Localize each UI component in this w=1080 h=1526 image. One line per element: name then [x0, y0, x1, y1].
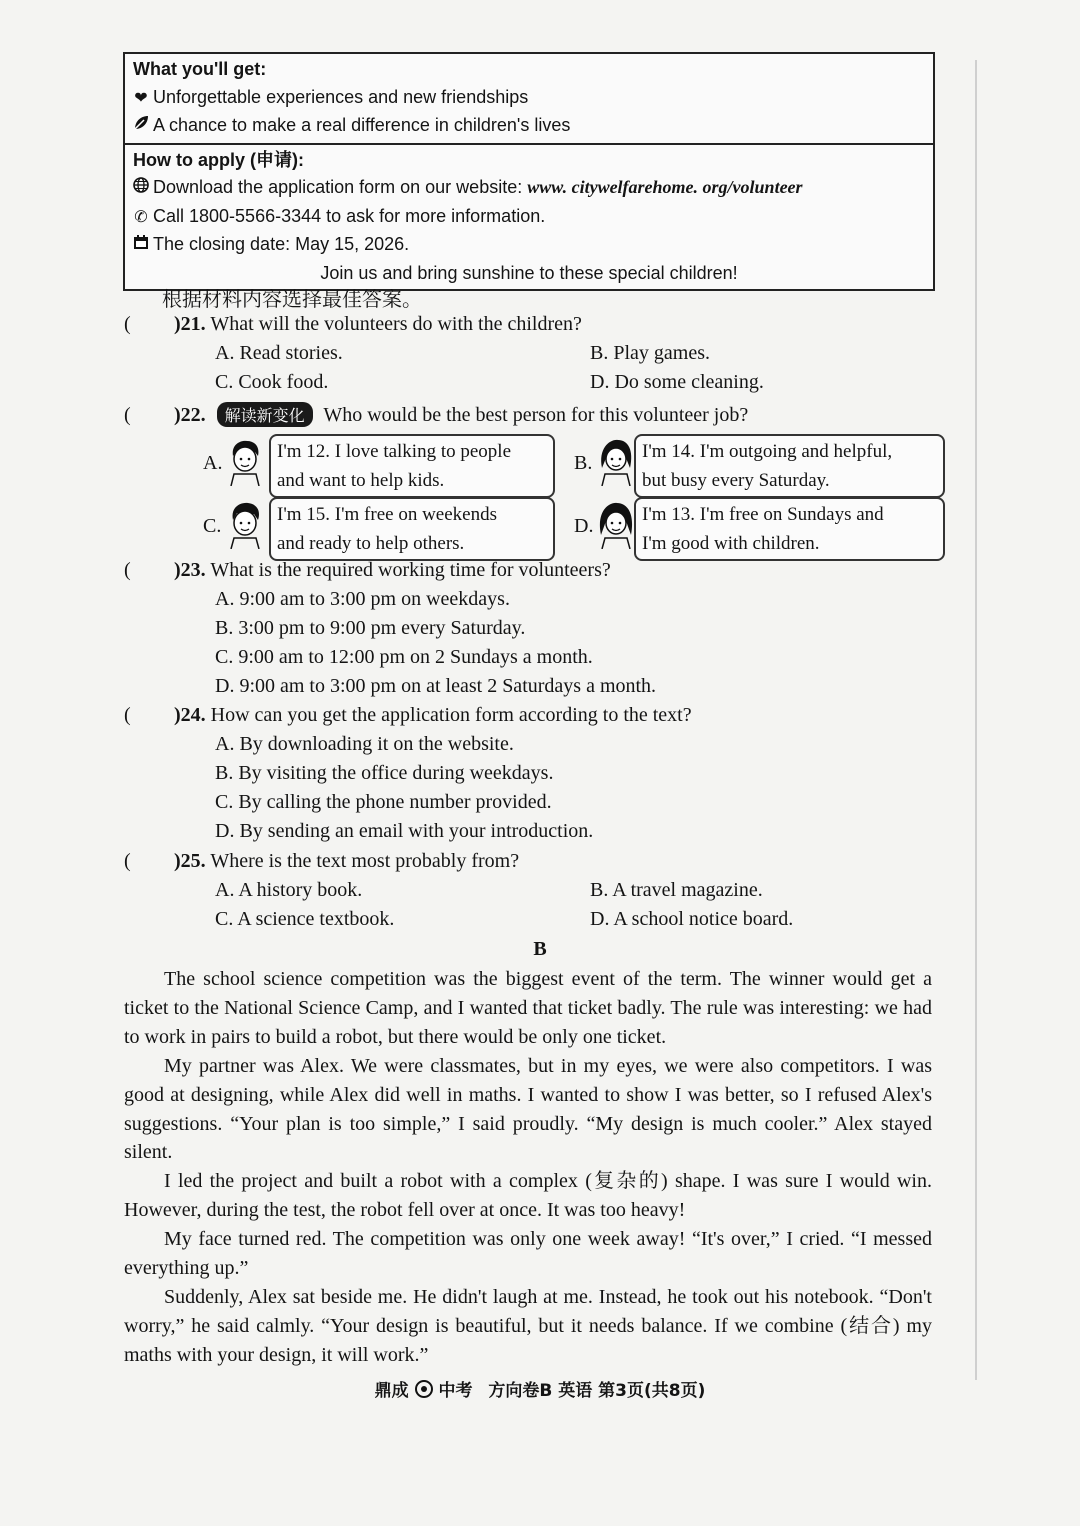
notice-slogan: Join us and bring sunshine to these special children! — [320, 262, 738, 283]
boy-avatar-icon — [225, 501, 265, 549]
passage-paragraph: My face turned red. The competition was only one week away! “It's over,” I cried. “I messed everything up.” — [124, 1228, 932, 1280]
boy-avatar-icon — [225, 438, 265, 486]
get-item: A chance to make a real difference in children's lives — [133, 112, 925, 141]
option-23b[interactable]: B. 3:00 pm to 9:00 pm every Saturday. — [215, 617, 526, 639]
speech-bubble: I'm 12. I love talking to people and want to help kids. — [269, 434, 555, 498]
option-21a[interactable]: A. Read stories. — [215, 342, 343, 364]
option-23a[interactable]: A. 9:00 am to 3:00 pm on weekdays. — [215, 588, 510, 610]
calendar-icon — [133, 232, 149, 260]
what-you-get-section — [125, 54, 933, 143]
option-25b[interactable]: B. A travel magazine. — [590, 879, 763, 901]
girl-avatar-icon — [596, 501, 636, 549]
question-stem: Where is the text most probably from? — [210, 850, 520, 872]
option-25d[interactable]: D. A school notice board. — [590, 908, 794, 930]
apply-download: Download the application form on our website: www. citywelfarehome. org/volunteer — [133, 174, 925, 203]
passage-paragraph: The school science competition was the biggest event of the term. The winner would get a ticket to the National Science Camp, and I wanted that ticket badly. The rule was interesting: we had to work in pairs to build a robot, but there would be only one ticket. — [124, 968, 932, 1048]
option-24a[interactable]: A. By downloading it on the website. — [215, 733, 514, 755]
speech-bubble: I'm 14. I'm outgoing and helpful, but busy every Saturday. — [634, 434, 945, 498]
option-21c[interactable]: C. Cook food. — [215, 371, 329, 393]
page-edge-line — [975, 60, 977, 1380]
reading-passage — [124, 965, 932, 1370]
volunteer-notice-box — [123, 52, 935, 291]
page-info: 方向卷B 英语 第3页(共8页) — [488, 1381, 706, 1401]
speech-bubble: I'm 15. I'm free on weekends and ready to help others. — [269, 497, 555, 561]
leaf-icon — [133, 113, 149, 141]
instruction-text: 根据材料内容选择最佳答案。 — [162, 287, 422, 311]
option-25a[interactable]: A. A history book. — [215, 879, 363, 901]
globe-icon — [133, 175, 149, 203]
option-25c[interactable]: C. A science textbook. — [215, 908, 395, 930]
section-b-heading: B — [533, 938, 547, 960]
what-you-get-heading: What you'll get: — [133, 59, 267, 79]
option-24d[interactable]: D. By sending an email with your introduction. — [215, 820, 594, 842]
how-to-apply-heading: How to apply (申请): — [133, 149, 304, 170]
question-24: ( )24. How can you get the application form according to the text? — [124, 704, 692, 726]
question-stem: Who would be the best person for this volunteer job? — [323, 404, 749, 426]
option-21d[interactable]: D. Do some cleaning. — [590, 371, 764, 393]
option-24b[interactable]: B. By visiting the office during weekdays. — [215, 762, 554, 784]
website-url: www. citywelfarehome. org/volunteer — [527, 177, 803, 197]
girl-avatar-icon — [596, 438, 636, 486]
get-item: ❤ Unforgettable experiences and new friendships — [133, 84, 925, 113]
how-to-apply-section — [125, 143, 933, 290]
apply-call: ✆ Call 1800-5566-3344 to ask for more information. — [133, 203, 925, 232]
passage-paragraph: Suddenly, Alex sat beside me. He didn't laugh at me. Instead, he took out his notebook. “Don't worry,” he said calmly. “Your design is beautiful, but it needs balance. If we combine (结合) my maths with your design, it will work.” — [124, 1285, 932, 1366]
option-23c[interactable]: C. 9:00 am to 12:00 pm on 2 Sundays a month. — [215, 646, 593, 668]
new-change-tag: 解读新变化 — [217, 402, 313, 427]
phone-icon: ✆ — [134, 208, 148, 226]
option-24c[interactable]: C. By calling the phone number provided. — [215, 791, 552, 813]
question-stem: What is the required working time for volunteers? — [210, 559, 611, 581]
speech-bubble: I'm 13. I'm free on Sundays and I'm good with children. — [634, 497, 945, 561]
brand-name: 鼎成 — [374, 1381, 409, 1401]
passage-paragraph: I led the project and built a robot with a complex (复杂的) shape. I was sure I would win. However, during the test, the robot fell over at once. It was too heavy! — [124, 1170, 932, 1222]
apply-closing-date: The closing date: May 15, 2026. — [133, 231, 925, 260]
page-footer — [0, 1376, 1080, 1401]
option-21b[interactable]: B. Play games. — [590, 342, 710, 364]
brand-subtitle: 中考 — [438, 1381, 473, 1401]
heart-icon: ❤ — [134, 89, 148, 107]
question-25: ( )25. Where is the text most probably from? — [124, 850, 520, 872]
brand-logo-icon — [415, 1380, 433, 1398]
question-stem: What will the volunteers do with the children? — [210, 313, 582, 335]
question-21: ( )21. What will the volunteers do with the children? — [124, 313, 582, 335]
question-stem: How can you get the application form according to the text? — [210, 704, 692, 726]
option-23d[interactable]: D. 9:00 am to 3:00 pm on at least 2 Saturdays a month. — [215, 675, 657, 697]
question-23: ( )23. What is the required working time for volunteers? — [124, 559, 611, 581]
passage-paragraph: My partner was Alex. We were classmates, but in my eyes, we were also competitors. I was good at designing, while Alex did well in maths. I wanted to show I was better, so I refused Alex's suggestions. “Your plan is too simple,” I said proudly. “My design is much cooler.” Alex stayed silent. — [124, 1054, 932, 1164]
question-22: ( )22. 解读新变化 Who would be the best person for this volunteer job? — [124, 404, 749, 426]
exam-page: What you'll get: ❤ Unforgettable experiences and new friendships A chance to make a real difference in children's lives How to apply (申请): Download the application form on our website: www. citywelfarehome. org/volunteer ✆ Call 1800-5566-3344 to ask for more information. The closing date: May 15, 2026. Join us and bring sunshine to these special children! 根据材料内容选择最佳答案。 ( )21. What will the volunteers do with the children? A. Read stories. B. Play games. C. Cook food. D. Do some cleaning. ( )22. 解读新变化 Who would be the best person for this volunteer job? A. I'm 12. I love talking to people and want to help kids. B. I'm 14. I'm outgoing and helpful, but busy every Saturday. C. I'm 15. I'm free on weekends and ready to help others. D. I'm 13. I'm free on Sundays and I'm good with children. ( )23. What is the required working time for volunteers? A. 9:00 am to 3:00 pm on weekdays. B. 3:00 pm to 9:00 pm every Saturday. C. 9:00 am to 12:00 pm on 2 Sundays a month. D. 9:00 am to 3:00 pm on at least 2 Saturdays a month. ( )24. How can you get the application form according to the text? A. By downloading it on the website. B. By visiting the office during weekdays. C. By calling the phone number provided. D. By sending an email with your introduction. ( )25. Where is the text most probably from? A. A history book. B. A travel magazine. C. A science textbook. D. A school notice board. B The school science competition was the biggest event of the term. The winner would get a ticket to the National Science Camp, and I wanted that ticket badly. The rule was interesting: we had to work in pairs to build a robot, but there would be only one ticket. My partner was Alex. We were classmates, but in my eyes, we were also competitors. I was good at designing, while Alex did well in maths. I wanted to show I was better, so I refused Alex's suggestions. “Your plan is too simple,” I said proudly. “My design is much cooler.” Alex stayed silent. I led the project and built a robot with a complex (复杂的) shape. I was sure I would win. However, during the test, the robot fell over at once. It was too heavy! My face turned red. The competition was only one week away! “It's over,” I cried. “I messed everything up.” Suddenly, Alex sat beside me. He didn't laugh at me. Instead, he took out his notebook. “Don't worry,” he said calmly. “Your design is beautiful, but it needs balance. If we combine (结合) my maths with your design, it will work.” 鼎成 中考 方向卷B 英语 第3页(共8页) — [0, 0, 1080, 1526]
